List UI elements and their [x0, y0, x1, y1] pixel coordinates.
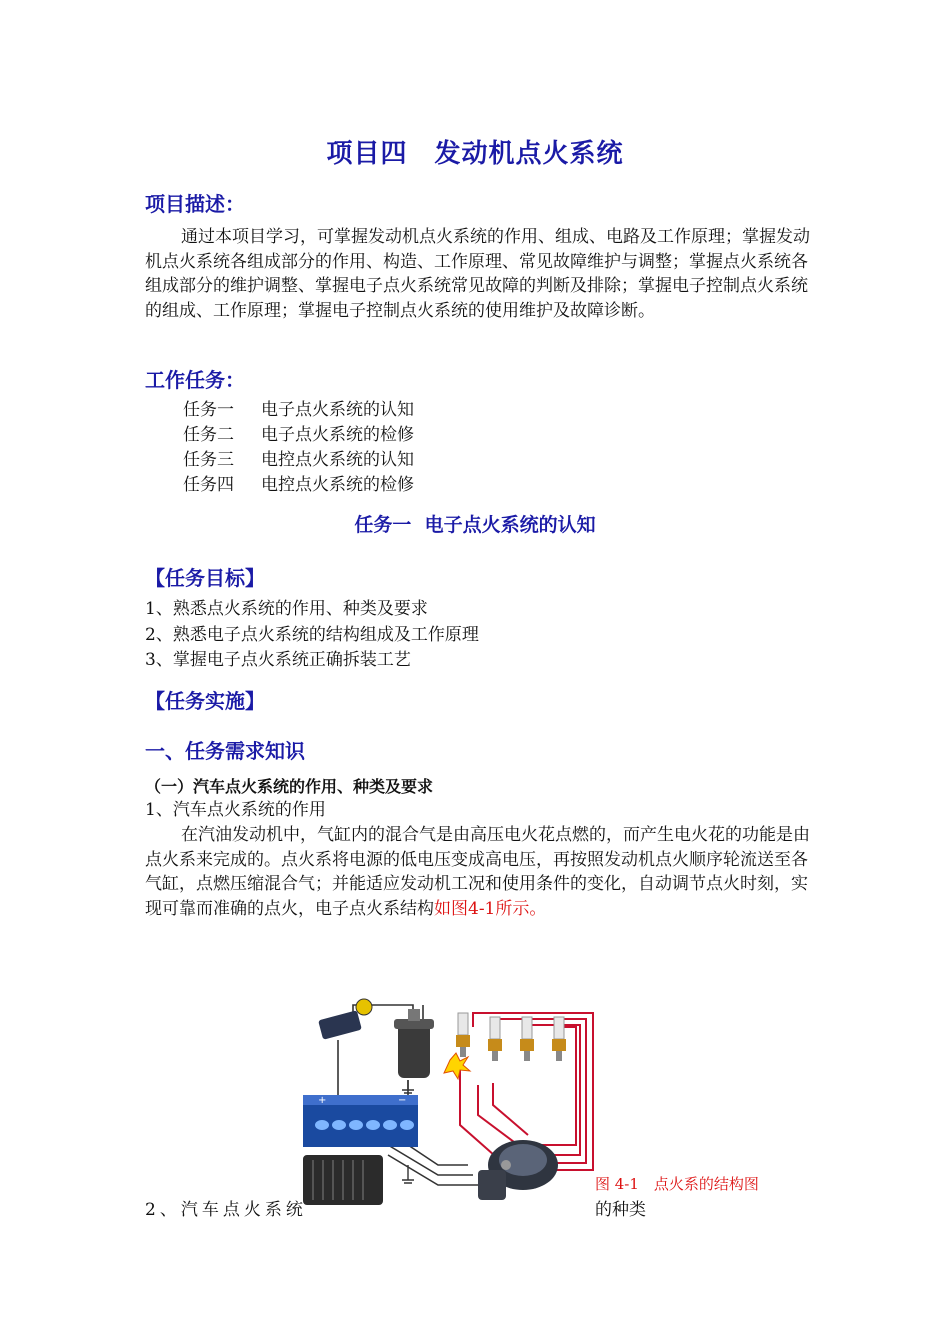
svg-text:−: −: [398, 1095, 407, 1106]
task-item: 任务三 电控点火系统的认知: [183, 450, 414, 470]
task-item: 任务二 电子点火系统的检修: [183, 425, 414, 445]
work-heading: 工作任务：: [145, 368, 245, 392]
item1-paragraph: [145, 823, 810, 921]
ignition-coil-icon: [394, 1009, 434, 1078]
goal-list: [145, 597, 479, 674]
figure-reference: 如图4-1所示。: [434, 898, 547, 919]
ignition-system-figure: [298, 995, 598, 1210]
goal-heading: 【任务目标】: [145, 566, 265, 590]
figure-caption: 图 4-1 点火系的结构图: [595, 1175, 759, 1193]
impl-heading: 【任务实施】: [145, 689, 265, 713]
goal-item: 1、熟悉点火系统的作用、种类及要求: [145, 599, 428, 619]
ignition-module-icon: [303, 1155, 383, 1205]
task-list: [183, 398, 414, 498]
item1-text: 在汽油发动机中，气缸内的混合气是由高压电火花点燃的，而产生电火花的功能是由点火系来完成的。点火系将电源的低电压变成高电压，再按照发动机点火顺序轮流送至各气缸，点燃压缩混合气；并能适应发动机工况和使用条件的变化，自动调节点火时刻，实现可靠而准确的点火，电子点火系结构: [145, 825, 810, 919]
description-paragraph: [145, 225, 810, 323]
spark-plug-icons: [444, 1013, 566, 1079]
item2-title-left: 2、汽车点火系统: [145, 1200, 307, 1220]
ignition-switch-icon: [318, 999, 372, 1040]
task-item: 任务一 电子点火系统的认知: [183, 400, 414, 420]
svg-text:+: +: [318, 1095, 327, 1106]
page-title: 项目四 发动机点火系统: [326, 139, 624, 169]
goal-item: 2、熟悉电子点火系统的结构组成及工作原理: [145, 624, 479, 645]
description-text: 通过本项目学习，可掌握发动机点火系统的作用、组成、电路及工作原理；掌握发动机点火系统各组成部分的作用、构造、工作原理、常见故障维护与调整；掌握点火系统各组成部分的维护调整、掌握电子点火系统常见故障的判断及排除；掌握电子控制点火系统的组成、工作原理；掌握电子控制点火系统的使用维护及故障诊断。: [145, 227, 810, 321]
description-heading: 项目描述：: [145, 192, 245, 216]
task1-title: 任务一 电子点火系统的认知: [354, 514, 596, 536]
distributor-icon: [478, 1140, 558, 1200]
subsection1-heading: （一）汽车点火系统的作用、种类及要求: [145, 777, 434, 796]
battery-icon: [303, 1095, 418, 1147]
task-item: 任务四 电控点火系统的检修: [183, 475, 414, 495]
section1-heading: 一、任务需求知识: [145, 739, 305, 763]
goal-item: 3、掌握电子点火系统正确拆装工艺: [145, 650, 411, 670]
item1-title: 1、汽车点火系统的作用: [145, 800, 326, 820]
item2-title-right: 的种类: [595, 1200, 646, 1220]
